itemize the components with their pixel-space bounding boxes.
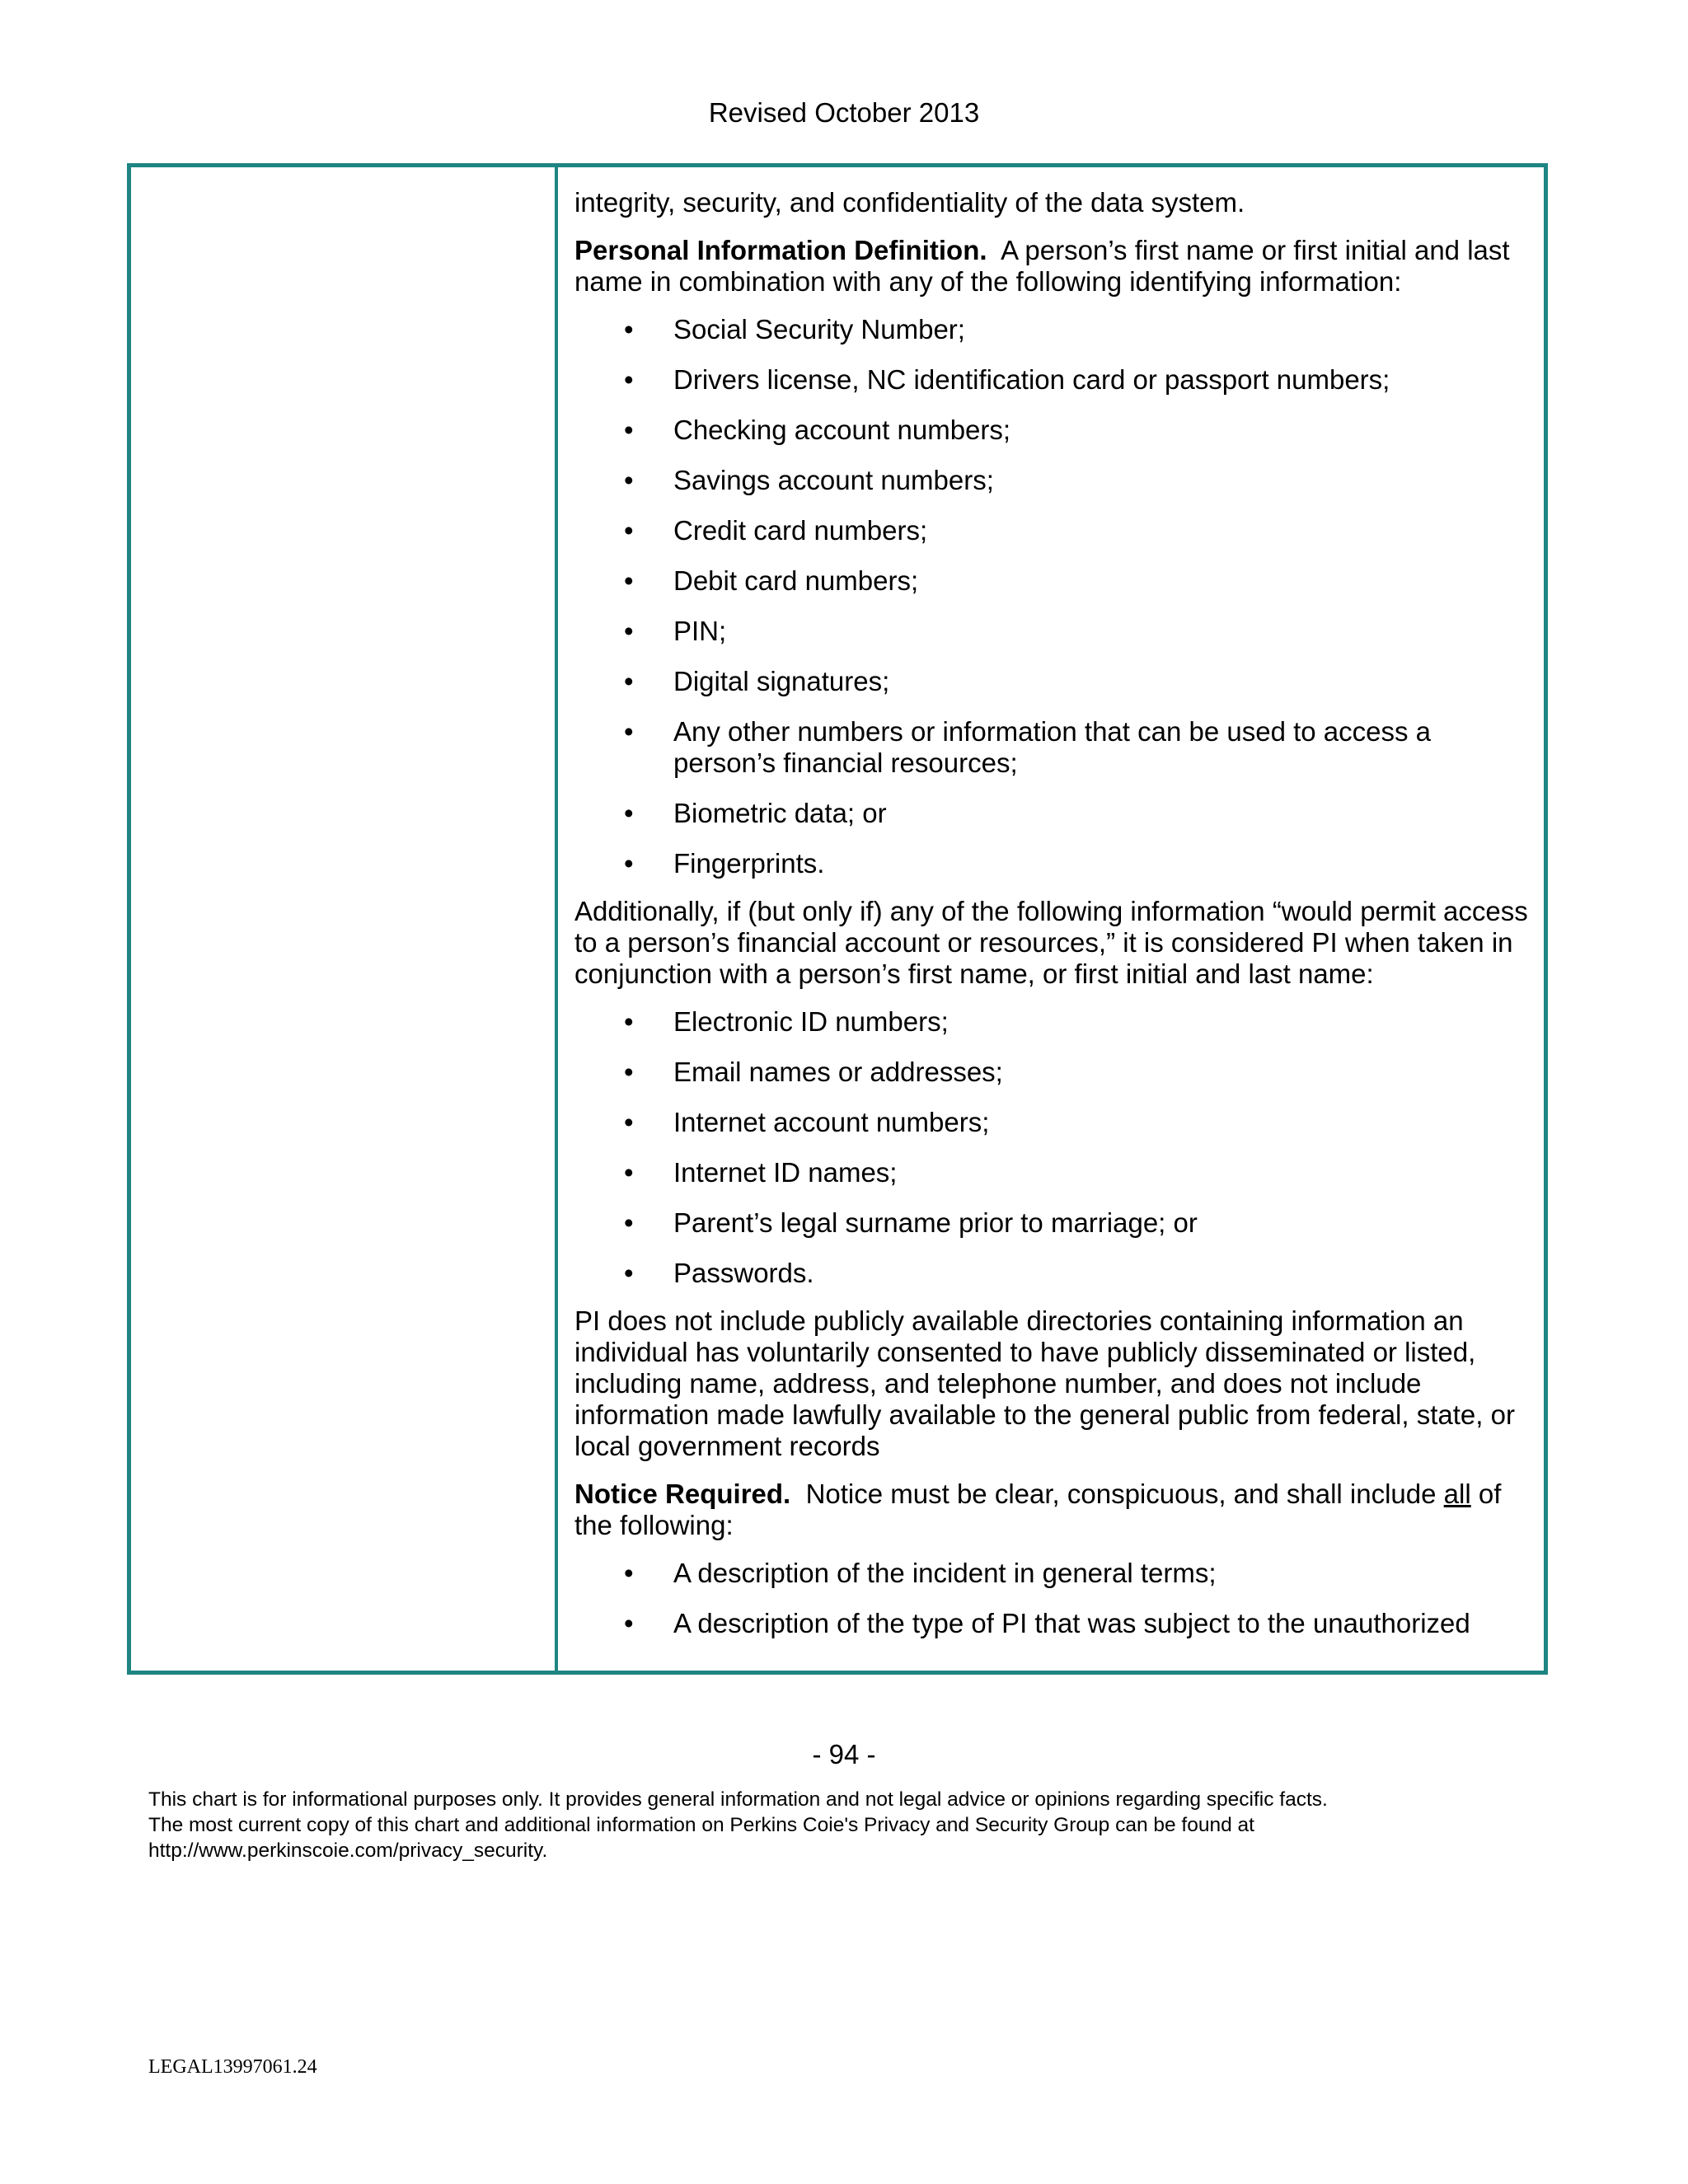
list-item-text: Fingerprints. xyxy=(673,848,825,879)
bullet-icon: • xyxy=(624,415,634,445)
list-item-text: Digital signatures; xyxy=(673,666,890,696)
list-item xyxy=(574,1006,1539,1038)
column-divider xyxy=(555,167,558,1671)
pi-items-list xyxy=(574,314,1539,879)
bullet-icon: • xyxy=(624,1157,634,1188)
list-item-text: Savings account numbers; xyxy=(673,465,994,495)
list-item xyxy=(574,565,1539,597)
list-item xyxy=(574,1157,1539,1188)
list-item xyxy=(574,465,1539,496)
intro-text: integrity, security, and confidentiality of the data system. xyxy=(574,187,1245,218)
list-item-text: Passwords. xyxy=(673,1258,814,1288)
list-item-text: Internet ID names; xyxy=(673,1157,898,1188)
bullet-icon: • xyxy=(624,364,634,395)
bullet-icon: • xyxy=(624,515,634,546)
list-item-text: Internet account numbers; xyxy=(673,1107,990,1137)
bullet-icon: • xyxy=(624,716,634,747)
list-item xyxy=(574,1057,1539,1088)
bullet-icon: • xyxy=(624,1057,634,1087)
pi-definition-paragraph xyxy=(574,235,1539,298)
list-item xyxy=(574,1558,1539,1589)
list-item-text: Electronic ID numbers; xyxy=(673,1006,949,1037)
list-item-text: Parent’s legal surname prior to marriage; or xyxy=(673,1207,1198,1238)
list-item-text: A description of the incident in general terms; xyxy=(673,1558,1217,1588)
list-item xyxy=(574,1258,1539,1289)
pi-exclusion-paragraph: PI does not include publicly available directories containing information an individual has voluntarily consented to have publicly disseminated or listed, including name, address, and telephone number, and does not include information made lawfully available to the general public from federal, state, or local government records xyxy=(574,1305,1515,1461)
bullet-icon: • xyxy=(624,465,634,495)
page-number: - 94 - xyxy=(812,1739,876,1769)
list-item-text: Email names or addresses; xyxy=(673,1057,1003,1087)
pi-definition-heading: Personal Information Definition. xyxy=(574,235,987,265)
list-item xyxy=(574,1207,1539,1239)
notice-required-heading: Notice Required. xyxy=(574,1479,791,1509)
list-item-text: Checking account numbers; xyxy=(673,415,1011,445)
bullet-icon: • xyxy=(624,1107,634,1137)
list-item xyxy=(574,1107,1539,1138)
list-item xyxy=(574,666,1539,697)
disclaimer xyxy=(148,1787,1550,1863)
disclaimer-link[interactable]: http://www.perkinscoie.com/privacy_security. xyxy=(148,1840,548,1862)
revised-date-header: Revised October 2013 xyxy=(708,97,980,128)
notice-required-paragraph xyxy=(574,1479,1539,1541)
notice-required-text: Notice must be clear, conspicuous, and shall include xyxy=(805,1479,1437,1509)
notice-items-list xyxy=(574,1558,1539,1639)
pi-definition-text: A person’s first name or first initial and last name in combination with any of the following identifying information: xyxy=(574,235,1510,297)
bullet-icon: • xyxy=(624,666,634,696)
bullet-icon: • xyxy=(624,848,634,879)
list-item-text: Credit card numbers; xyxy=(673,515,928,546)
bullet-icon: • xyxy=(624,798,634,828)
list-item-text: Social Security Number; xyxy=(673,314,965,344)
bullet-icon: • xyxy=(624,1006,634,1037)
notice-emphasis: all xyxy=(1443,1479,1471,1509)
list-item-text: Debit card numbers; xyxy=(673,565,919,596)
additional-pi-paragraph: Additionally, if (but only if) any of the following information “would permit access to a person’s financial account or resources,” it is considered PI when taken in conjunction with a person’s first name, or first initial and last name: xyxy=(574,896,1528,989)
bullet-icon: • xyxy=(624,1258,634,1288)
list-item xyxy=(574,314,1539,345)
list-item xyxy=(574,415,1539,446)
bullet-icon: • xyxy=(624,565,634,596)
document-id: LEGAL13997061.24 xyxy=(148,2056,317,2078)
bullet-icon: • xyxy=(624,1558,634,1588)
disclaimer-line: This chart is for informational purposes only. It provides general information and not legal advice or opinions regarding specific facts. xyxy=(148,1788,1328,1811)
list-item xyxy=(574,616,1539,647)
bullet-icon: • xyxy=(624,1207,634,1238)
list-item-text: PIN; xyxy=(673,616,727,646)
list-item-text: Biometric data; or xyxy=(673,798,887,828)
bullet-icon: • xyxy=(624,616,634,646)
list-item-text: Drivers license, NC identification card or passport numbers; xyxy=(673,364,1390,395)
list-item xyxy=(574,798,1539,829)
additional-items-list xyxy=(574,1006,1539,1289)
chart-table xyxy=(127,163,1548,1675)
list-item xyxy=(574,848,1539,879)
disclaimer-line: The most current copy of this chart and additional information on Perkins Coie's Privacy and Security Group can be found at xyxy=(148,1814,1254,1836)
list-item xyxy=(574,364,1539,396)
list-item-text: Any other numbers or information that can be used to access a person’s financial resources; xyxy=(673,716,1432,778)
list-item xyxy=(574,515,1539,546)
table-left-column xyxy=(131,167,555,1671)
bullet-icon: • xyxy=(624,1608,634,1638)
list-item-text: A description of the type of PI that was subject to the unauthorized xyxy=(673,1608,1470,1638)
list-item xyxy=(574,1608,1539,1639)
bullet-icon: • xyxy=(624,314,634,344)
notice-required-text-after: of the following: xyxy=(574,1479,1502,1540)
list-item xyxy=(574,716,1539,779)
table-right-column xyxy=(574,187,1539,1656)
